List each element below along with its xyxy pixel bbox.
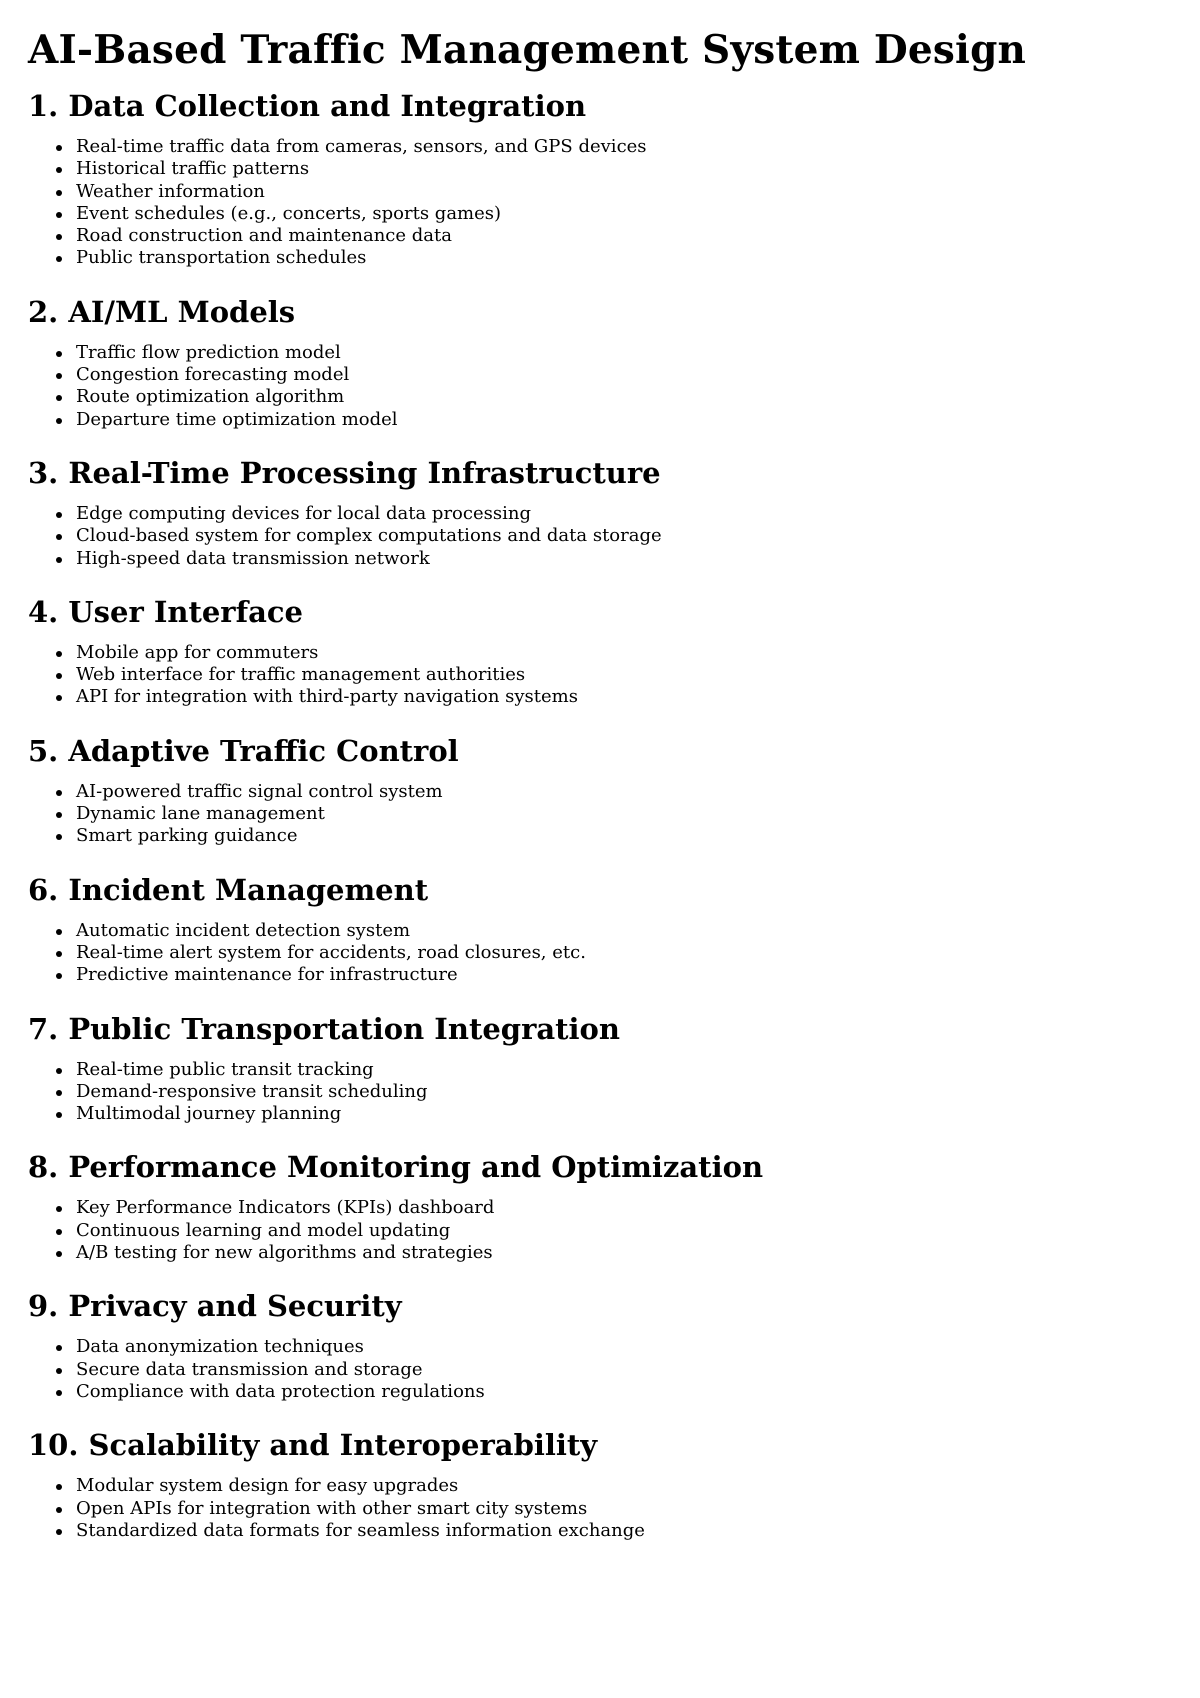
list-item: High-speed data transmission network: [76, 548, 1200, 570]
list-item: Real-time public transit tracking: [76, 1059, 1200, 1081]
section-heading: 9. Privacy and Security: [28, 1289, 402, 1324]
section-data-collection: [28, 86, 1200, 270]
list-item: Weather information: [76, 181, 1200, 203]
list-item: Continuous learning and model updating: [76, 1220, 1200, 1242]
list-item: Historical traffic patterns: [76, 158, 1200, 180]
bullet-list: [28, 920, 1200, 987]
list-item: Mobile app for commuters: [76, 642, 1200, 664]
section-scalability: [28, 1425, 1200, 1542]
bullet-list: [28, 342, 1200, 431]
section-incident-management: [28, 870, 1200, 987]
bullet-list: [28, 781, 1200, 848]
list-item: Web interface for traffic management authorities: [76, 664, 1200, 686]
section-performance-monitoring: [28, 1147, 1200, 1264]
list-item: Open APIs for integration with other smart city systems: [76, 1498, 1200, 1520]
bullet-list: [28, 1059, 1200, 1126]
list-item: Secure data transmission and storage: [76, 1359, 1200, 1381]
list-item: AI-powered traffic signal control system: [76, 781, 1200, 803]
list-item: Route optimization algorithm: [76, 386, 1200, 408]
page-title: AI-Based Traffic Management System Design: [28, 27, 1027, 73]
list-item: Key Performance Indicators (KPIs) dashboard: [76, 1197, 1200, 1219]
section-heading: 4. User Interface: [28, 594, 303, 629]
list-item: Predictive maintenance for infrastructure: [76, 964, 1200, 986]
section-heading: 2. AI/ML Models: [28, 294, 296, 329]
list-item: Public transportation schedules: [76, 247, 1200, 269]
section-heading: 8. Performance Monitoring and Optimization: [28, 1150, 764, 1185]
section-heading: 10. Scalability and Interoperability: [28, 1428, 598, 1463]
list-item: Cloud-based system for complex computations and data storage: [76, 525, 1200, 547]
list-item: Smart parking guidance: [76, 825, 1200, 847]
list-item: Multimodal journey planning: [76, 1103, 1200, 1125]
bullet-list: [28, 1475, 1200, 1542]
section-heading: 5. Adaptive Traffic Control: [28, 733, 459, 768]
section-public-transportation: [28, 1009, 1200, 1126]
section-adaptive-traffic-control: [28, 731, 1200, 848]
list-item: Compliance with data protection regulations: [76, 1381, 1200, 1403]
list-item: Congestion forecasting model: [76, 364, 1200, 386]
list-item: Dynamic lane management: [76, 803, 1200, 825]
list-item: Real-time alert system for accidents, road closures, etc.: [76, 942, 1200, 964]
list-item: Demand-responsive transit scheduling: [76, 1081, 1200, 1103]
bullet-list: [28, 1336, 1200, 1403]
bullet-list: [28, 642, 1200, 709]
list-item: Modular system design for easy upgrades: [76, 1475, 1200, 1497]
bullet-list: [28, 503, 1200, 570]
list-item: Automatic incident detection system: [76, 920, 1200, 942]
list-item: Data anonymization techniques: [76, 1336, 1200, 1358]
section-heading: 6. Incident Management: [28, 872, 429, 907]
list-item: API for integration with third-party navigation systems: [76, 686, 1200, 708]
list-item: Standardized data formats for seamless information exchange: [76, 1520, 1200, 1542]
list-item: Traffic flow prediction model: [76, 342, 1200, 364]
section-real-time-processing: [28, 453, 1200, 570]
section-heading: 3. Real-Time Processing Infrastructure: [28, 455, 661, 490]
bullet-list: [28, 1197, 1200, 1264]
list-item: Edge computing devices for local data processing: [76, 503, 1200, 525]
list-item: Real-time traffic data from cameras, sensors, and GPS devices: [76, 136, 1200, 158]
list-item: Road construction and maintenance data: [76, 225, 1200, 247]
list-item: Departure time optimization model: [76, 409, 1200, 431]
section-heading: 7. Public Transportation Integration: [28, 1011, 620, 1046]
list-item: A/B testing for new algorithms and strategies: [76, 1242, 1200, 1264]
section-user-interface: [28, 592, 1200, 709]
section-ai-ml-models: [28, 292, 1200, 431]
section-heading: 1. Data Collection and Integration: [28, 89, 587, 123]
bullet-list: [28, 136, 1200, 270]
list-item: Event schedules (e.g., concerts, sports games): [76, 203, 1200, 225]
section-privacy-security: [28, 1286, 1200, 1403]
